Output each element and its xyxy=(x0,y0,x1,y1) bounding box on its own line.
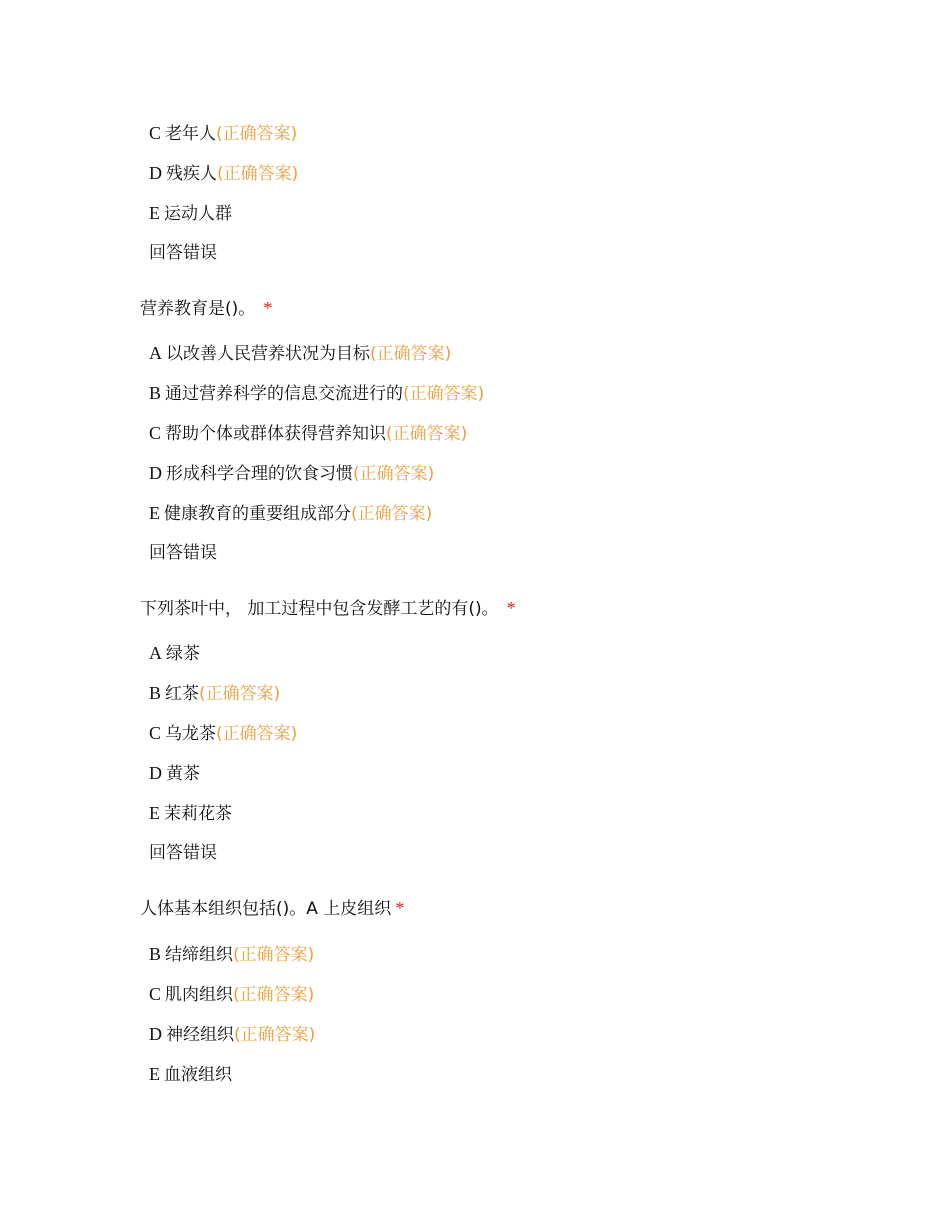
option-d-q3: D 神经组织(正确答案) xyxy=(149,1024,316,1045)
correct-answer-tag: (正确答案) xyxy=(234,1025,316,1045)
option-c-q1: C 帮助个体或群体获得营养知识(正确答案) xyxy=(149,423,468,444)
option-a-q2: A 绿茶 xyxy=(149,643,200,664)
correct-answer-tag: (正确答案) xyxy=(216,724,298,744)
correct-answer-tag: (正确答案) xyxy=(386,424,468,444)
correct-answer-tag: (正确答案) xyxy=(199,684,281,704)
option-c-q2: C 乌龙茶(正确答案) xyxy=(149,723,298,744)
correct-answer-tag: (正确答案) xyxy=(233,945,315,965)
question-title-2: 下列茶叶中， 加工过程中包含发酵工艺的有()。 * xyxy=(140,598,516,619)
option-e-prev: E 运动人群 xyxy=(149,203,232,224)
option-c-prev: C 老年人(正确答案) xyxy=(149,123,298,144)
required-mark: * xyxy=(263,298,273,318)
correct-answer-tag: (正确答案) xyxy=(233,985,315,1005)
option-b-q1: B 通过营养科学的信息交流进行的(正确答案) xyxy=(149,383,485,404)
correct-answer-tag: (正确答案) xyxy=(403,384,485,404)
question-title-3: 人体基本组织包括()。A 上皮组织 * xyxy=(140,898,405,919)
option-c-q3: C 肌肉组织(正确答案) xyxy=(149,984,315,1005)
correct-answer-tag: (正确答案) xyxy=(217,164,299,184)
option-d-q2: D 黄茶 xyxy=(149,763,200,784)
correct-answer-tag: (正确答案) xyxy=(353,464,435,484)
option-d-q1: D 形成科学合理的饮食习惯(正确答案) xyxy=(149,463,435,484)
required-mark: * xyxy=(395,898,405,918)
required-mark: * xyxy=(506,598,516,618)
option-a-q1: A 以改善人民营养状况为目标(正确答案) xyxy=(149,343,452,364)
correct-answer-tag: (正确答案) xyxy=(370,344,452,364)
option-e-q1: E 健康教育的重要组成部分(正确答案) xyxy=(149,503,433,524)
correct-answer-tag: (正确答案) xyxy=(216,124,298,144)
option-d-prev: D 残疾人(正确答案) xyxy=(149,163,299,184)
question-title-1: 营养教育是()。 * xyxy=(140,298,273,319)
wrong-answer-label: 回答错误 xyxy=(149,543,217,563)
correct-answer-tag: (正确答案) xyxy=(351,504,433,524)
wrong-answer-label: 回答错误 xyxy=(149,243,217,263)
option-e-q2: E 茉莉花茶 xyxy=(149,803,232,824)
wrong-answer-label: 回答错误 xyxy=(149,843,217,863)
option-e-q3: E 血液组织 xyxy=(149,1064,232,1085)
option-b-q3: B 结缔组织(正确答案) xyxy=(149,944,315,965)
option-b-q2: B 红茶(正确答案) xyxy=(149,683,281,704)
